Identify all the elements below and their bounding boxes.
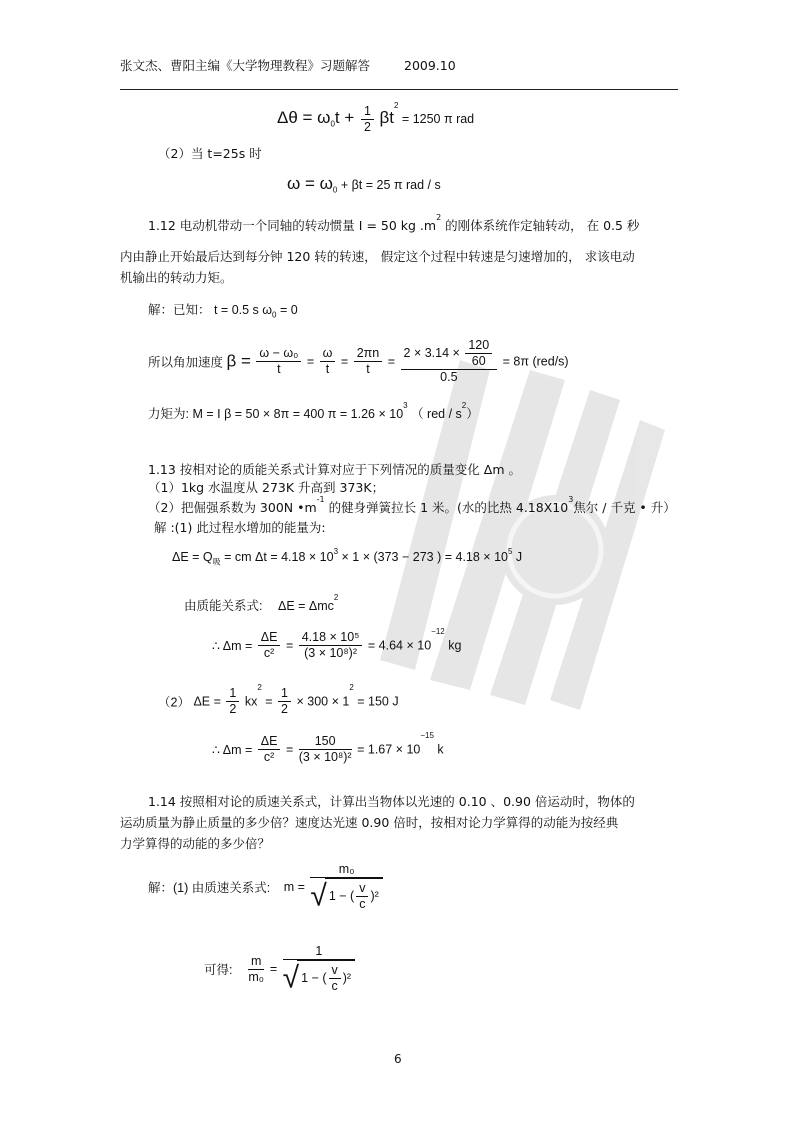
torque-unit-end: ）: [466, 407, 479, 421]
dm2-f2-den: (3 × 10⁸)²: [298, 750, 352, 764]
dm1-f1-num: ΔE: [258, 630, 281, 646]
part2E-f2-num: 1: [278, 686, 291, 702]
eq1-den: 2: [364, 120, 371, 134]
problem-1-12-line1: [148, 213, 640, 234]
delta-m-2: ∴ Δm = $\frac{\Delta E}{\text{c²}}$ = $\frac{150}{\text{(3 × 10⁸)²}}$ = $1.67 \times 10^{-15}$ k: [212, 731, 444, 764]
sol114-den: [310, 878, 382, 912]
dm1-unit: kg: [444, 638, 462, 653]
problem-1-12-line3: 机输出的转动力矩。: [120, 270, 233, 285]
accel-big-num: [401, 338, 498, 370]
eq1-fraction: [361, 104, 374, 135]
eq1-num: 1: [361, 104, 374, 120]
obtain-num: 1: [283, 944, 355, 960]
accel-f3-den: t: [366, 362, 370, 376]
dm2-f2-num: 150: [299, 734, 352, 750]
part2E-eq: =: [261, 694, 273, 709]
mass-energy-relation: [184, 593, 339, 614]
part2E-frac2: [278, 686, 291, 717]
eqE-rest2: × 1 × (373 − 273 ) = 4.18 × 10: [338, 550, 508, 564]
torque-unit: （ red / s: [407, 407, 462, 421]
torque: [148, 401, 479, 422]
sol114-root: [325, 878, 383, 912]
obtain-label: 可得:: [204, 963, 233, 977]
part2E-rest-sup: 2: [349, 683, 354, 692]
eq2-rest: + βt = 25 π rad / s: [337, 178, 441, 192]
eq1-rest: βt: [379, 107, 394, 127]
dm1-f1-den: c²: [263, 646, 275, 660]
accel-frac3: [354, 346, 383, 377]
part2E-f1-den: 2: [229, 702, 237, 716]
part2E-text: ΔE =: [193, 694, 221, 709]
accel-frac-big: [401, 338, 498, 385]
part2E-f2-den: 2: [281, 702, 288, 716]
sol114-m: m =: [283, 880, 305, 894]
dm2-f1-den: c²: [263, 750, 275, 764]
obtain-root: [297, 960, 355, 994]
header-title: 张文杰、曹阳主编《大学物理教程》习题解答: [120, 58, 371, 73]
mass-energy-text: ΔE = Δmc: [277, 599, 334, 613]
sol114-root-a: 1 − (: [328, 888, 355, 903]
known-values: [148, 300, 298, 320]
mass-velocity-relation: [148, 862, 385, 912]
dm1-sup: −12: [431, 627, 445, 636]
part2-label: （2）当 t=25s 时: [158, 146, 262, 161]
torque-sup: 3: [403, 401, 408, 410]
eqE-rest: = cm Δt = 4.18 × 10: [220, 550, 334, 564]
torque-unit-sup: 2: [461, 401, 467, 410]
obtain-root-b: )²: [342, 970, 352, 985]
p113-line3-b: 的健身弹簧拉长 1 米。(水的比热 4.18X10: [324, 500, 569, 515]
torque-label: 力矩为:: [148, 407, 189, 421]
accel-f1-den: t: [277, 362, 281, 376]
accel-big-num-b: [465, 338, 492, 369]
dm1-frac2: [299, 630, 363, 661]
problem-1-14-line3: 力学算得的动能的多少倍？: [120, 836, 271, 851]
header-rule: [120, 89, 678, 90]
accel-60: 60: [471, 354, 486, 368]
eqE-text: ΔE = Q: [172, 550, 213, 564]
sol114-num: m₀: [310, 862, 382, 878]
obtain-frac: [283, 944, 355, 994]
known-text: 解：已知： t = 0.5 s ω: [148, 303, 273, 317]
dm1-therefore: ∴ Δm =: [212, 639, 253, 653]
dm1-f2-den: (3 × 10⁸)²: [304, 646, 357, 660]
p112-line1-rest: 的刚体系统作定轴转动， 在 0.5 秒: [441, 218, 640, 233]
eq1-sup: 2: [393, 101, 399, 110]
mass-ratio: [204, 944, 357, 994]
obtain-lhs-den: m₀: [248, 969, 264, 984]
part2E-mid-sup: 2: [257, 683, 262, 692]
eqE-sub: 吸: [212, 557, 221, 567]
sqrt-icon: √: [310, 879, 327, 913]
dm2-f1-num: ΔE: [258, 734, 281, 750]
torque-text: M = I β = 50 × 8π = 400 π = 1.26 × 10: [192, 407, 404, 421]
known-rest: = 0: [276, 303, 298, 317]
dm1-frac1: [258, 630, 281, 661]
dm2-unit: k: [433, 742, 444, 757]
accel-f2-den: t: [325, 362, 330, 376]
part2E-frac1: [226, 686, 239, 717]
sol114-v: v: [356, 881, 368, 897]
p113-line3-c: 焦尔 / 千克 • 升）: [573, 500, 676, 515]
part2E-mid: kx: [244, 694, 258, 709]
accel-f3-num: 2πn: [354, 346, 383, 362]
mass-energy-sup: 2: [333, 593, 339, 602]
accel-120: 120: [465, 338, 492, 354]
known-sub: 0: [272, 310, 277, 320]
eq2-text: ω = ω: [287, 174, 333, 193]
accel-label: 所以角加速度: [148, 355, 224, 370]
mass-energy-label: 由质能关系式:: [184, 599, 263, 613]
accel-f1-num: ω − ω₀: [256, 346, 301, 362]
p113-line3-a: （2）把倔强系数为 300N •m: [148, 500, 317, 515]
eqE-sup2: 5: [507, 547, 513, 556]
part2E-result: = 150 J: [353, 694, 399, 709]
dm2-result: = 1.67 × 10: [357, 742, 421, 757]
dm1-result: = 4.64 × 10: [367, 638, 432, 653]
sol114-root-b: )²: [370, 888, 379, 903]
problem-1-13-line2: （1）1kg 水温度从 273K 升高到 373K；: [148, 480, 385, 495]
header-date: 2009.10: [404, 58, 456, 73]
p112-sup: 2: [436, 213, 442, 222]
dm2-frac2: [299, 734, 352, 765]
dm2-frac1: [258, 734, 281, 765]
accel-result: = 8π (red/s): [502, 354, 569, 369]
part2E-f1-num: 1: [226, 686, 239, 702]
page-header: [120, 56, 456, 74]
eqE-unit: J: [512, 550, 523, 564]
p113-sup1: -1: [316, 495, 325, 504]
accel-frac1: [256, 346, 301, 377]
sol114-frac: [310, 862, 382, 912]
obtain-vc: [329, 963, 341, 994]
problem-1-13-line3: [148, 495, 676, 516]
equation-omega: [287, 174, 441, 195]
accel-big-den: 0.5: [440, 370, 458, 384]
angular-acceleration: 所以角加速度 β = $\frac{\text{ω − ω₀}}{t}$ = $\frac{\omega}{t}$ = $\frac{2\pi n}{t}$ = 2 × 3.14 × $\frac{120}{60}$ 0.5 = 8π (red/s): [148, 338, 569, 384]
obtain-c: c: [331, 979, 338, 993]
obtain-v: v: [329, 963, 341, 979]
energy-equation: [172, 547, 523, 568]
accel-big-num-a: 2 × 3.14 ×: [403, 346, 460, 360]
problem-1-13-line1: 1.13 按相对论的质能关系式计算对应于下列情况的质量变化 Δm 。: [148, 462, 521, 477]
part2-energy: [158, 683, 399, 717]
p113-sup2: 3: [568, 495, 574, 504]
part2E-label: （2）: [158, 695, 190, 710]
sol114-c: c: [359, 897, 366, 911]
eq1-t: t +: [334, 107, 360, 127]
sol114-label: 解：(1) 由质速关系式:: [148, 881, 271, 895]
eq2-sub: 0: [332, 185, 338, 195]
obtain-eq: =: [269, 962, 278, 976]
dm2-therefore: ∴ Δm =: [212, 743, 253, 757]
delta-m-1: ∴ Δm = $\frac{\Delta E}{\text{c²}}$ = $\frac{\text{4.18 × 10⁵}}{\text{(3 × 10⁸)²}}$ = $4.64 \times 10^{-12}$ kg: [212, 627, 462, 660]
obtain-lhs: [248, 954, 264, 985]
accel-frac2: [320, 346, 336, 377]
sol114-vc: [356, 881, 368, 912]
page-number: 6: [394, 1052, 402, 1066]
eq1-sub: 0: [330, 119, 335, 129]
sqrt-icon: √: [282, 961, 300, 995]
obtain-den: [283, 960, 355, 994]
eq1-result: = 1250 π rad: [401, 111, 475, 126]
obtain-root-a: 1 − (: [301, 970, 327, 985]
p112-line1: 1.12 电动机带动一个同轴的转动惯量 I = 50 kg .m: [148, 218, 437, 233]
accel-beta: β =: [226, 351, 251, 371]
part2E-rest: × 300 × 1: [296, 694, 350, 709]
problem-1-12-line2: 内由静止开始最后达到每分钟 120 转的转速， 假定这个过程中转速是匀速增加的， 求该电动: [120, 249, 635, 264]
problem-1-13-line4: 解 :(1) 此过程水增加的能量为:: [154, 520, 326, 535]
problem-1-14-line1: 1.14 按照相对论的质速关系式，计算出当物体以光速的 0.10 、0.90 倍运动时，物体的: [148, 794, 635, 809]
eqE-sup1: 3: [333, 547, 339, 556]
obtain-lhs-num: m: [248, 954, 264, 970]
problem-1-14-line2: 运动质量为静止质量的多少倍？速度达光速 0.90 倍时，按相对论力学算得的动能为按经典: [120, 815, 619, 830]
accel-f2-num: ω: [320, 346, 336, 362]
eq1-lhs: Δθ = ω: [277, 107, 331, 127]
dm2-sup: −15: [420, 731, 434, 740]
dm1-f2-num: 4.18 × 10⁵: [299, 630, 363, 646]
equation-delta-theta: [277, 101, 475, 135]
